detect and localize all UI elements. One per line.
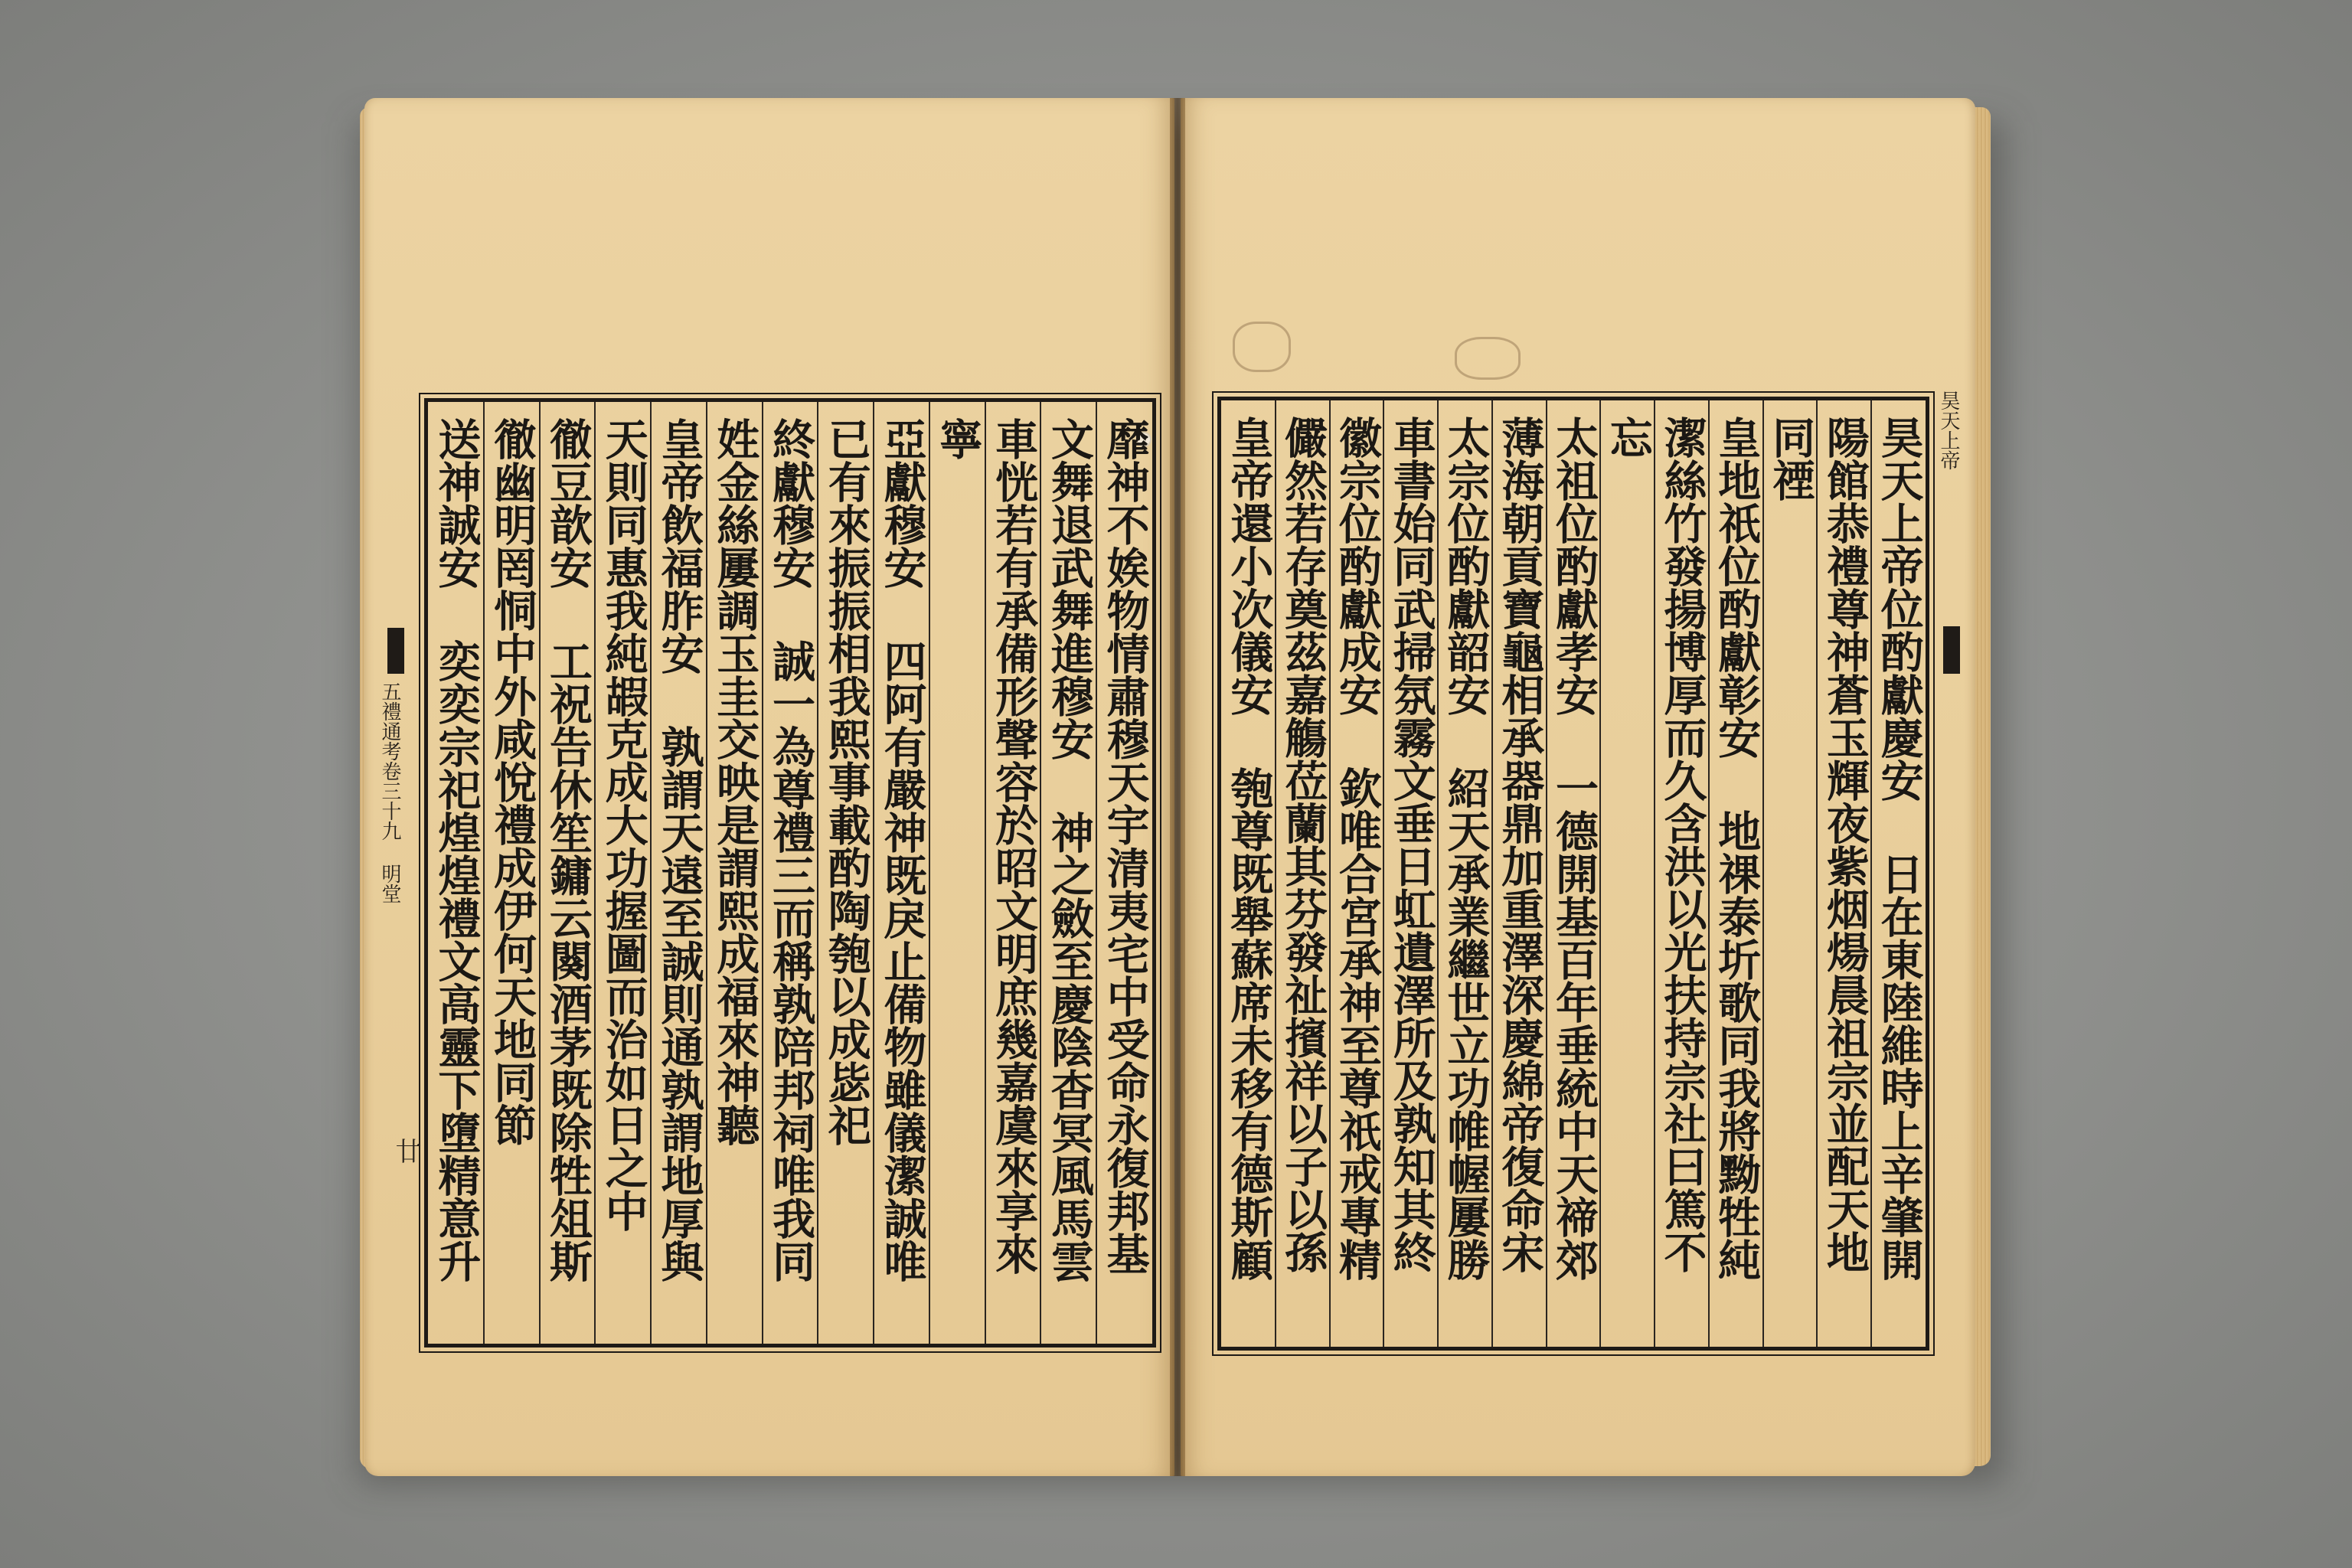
column-rule <box>1546 400 1547 1347</box>
column-rule <box>817 402 818 1344</box>
text-column: 姓金絲屢調玉圭交映是謂熙成福來神聽 <box>710 417 761 1146</box>
left-page-folio: 廿 <box>390 1138 421 1164</box>
column-rule <box>1329 400 1331 1347</box>
column-rule <box>1275 400 1276 1347</box>
column-rule <box>1762 400 1764 1347</box>
column-rule <box>929 402 930 1344</box>
text-column: 已有來振振相我熙事載酌陶匏以成毖祀 <box>821 417 872 1146</box>
text-column: 太宗位酌獻韶安 紹天承業繼世立功帷幄屢勝 <box>1440 416 1491 1281</box>
paper-stain <box>1455 337 1521 380</box>
right-page-margin-label: 昊天上帝 <box>1937 390 1960 470</box>
text-column: 儼然若存奠茲嘉觴莅蘭其芬發祉擯祥以子以孫 <box>1278 416 1329 1273</box>
text-column: 徽宗位酌獻成安 欽唯合宮承神至尊祇戒專精 <box>1331 416 1383 1281</box>
text-column: 同禋 <box>1766 416 1817 501</box>
text-column: 陽館恭禮尊神蒼玉輝夜紫烟煬晨祖宗並配天地 <box>1819 416 1870 1273</box>
column-rule <box>873 402 874 1344</box>
text-column: 送神誠安 奕奕宗祀煌煌禮文高靈下墮精意升 <box>431 417 482 1282</box>
left-text-frame <box>424 398 1156 1348</box>
column-rule <box>1040 402 1041 1344</box>
right-text-frame <box>1217 397 1929 1351</box>
text-column: 皇帝還小次儀安 匏尊既舉蘇席未移有德斯顧 <box>1223 416 1275 1281</box>
text-column: 亞獻穆安 四阿有嚴神既戾止備物雖儀潔誠唯 <box>877 417 928 1282</box>
column-rule <box>1816 400 1818 1347</box>
column-rule <box>706 402 707 1344</box>
text-column: 皇地祇位酌獻彰安 地祼泰圻歌同我將黝牲純 <box>1711 416 1762 1281</box>
book-gutter <box>1170 98 1185 1476</box>
text-column: 天則同惠我純嘏克成大功握圖而治如日之中 <box>598 417 649 1232</box>
column-rule <box>1870 400 1872 1347</box>
text-column: 終獻穆安 誠一為尊禮三而稱孰陪邦祠唯我同 <box>766 417 816 1282</box>
column-rule <box>985 402 986 1344</box>
text-column: 文舞退武舞進穆安 神之斂至慶陰杳冥風馬雲 <box>1044 417 1095 1282</box>
text-column: 昊天上帝位酌獻慶安 日在東陸維時上辛肇開 <box>1873 416 1925 1281</box>
column-rule <box>650 402 652 1344</box>
text-column: 寧 <box>933 417 984 460</box>
column-rule <box>1096 402 1097 1344</box>
text-column: 徹幽明罔恫中外咸悅禮成伊何天地同節 <box>487 417 538 1146</box>
column-rule <box>1383 400 1384 1347</box>
left-margin-black-mark <box>387 628 404 674</box>
right-margin-black-mark <box>1943 626 1960 674</box>
column-rule <box>594 402 596 1344</box>
paper-stain <box>1233 322 1291 372</box>
text-column: 薄海朝貢寶龜相承器鼎加重澤深慶綿帝復命宋 <box>1494 416 1546 1273</box>
column-rule <box>483 402 485 1344</box>
text-column: 太祖位酌獻孝安 一德開基百年垂統中天禘郊 <box>1549 416 1599 1281</box>
text-column: 車書始同武掃氛霧文垂日虹遺澤所及孰知其終 <box>1386 416 1437 1273</box>
left-page-margin-label: 五禮通考卷三十九 明堂 <box>378 681 401 903</box>
text-column: 潔絲竹發揚博厚而久含洪以光扶持宗社曰篤不 <box>1657 416 1708 1273</box>
text-column: 皇帝飲福胙安 孰謂天遠至誠則通孰謂地厚與 <box>654 417 705 1282</box>
text-column: 車恍若有承備形聲容於昭文明庶幾嘉虞來享來 <box>988 417 1040 1275</box>
column-rule <box>1599 400 1601 1347</box>
column-rule <box>1437 400 1439 1347</box>
text-column: 忘 <box>1602 416 1654 459</box>
column-rule <box>762 402 763 1344</box>
column-rule <box>1708 400 1710 1347</box>
column-rule <box>1491 400 1493 1347</box>
column-rule <box>539 402 541 1344</box>
text-column: 靡神不娭物情肅穆天宇清夷宅中受命永復邦基 <box>1099 417 1151 1275</box>
column-rule <box>1654 400 1655 1347</box>
text-column: 徹豆歆安 工祝告休笙鏞云闋酒茅既除牲俎斯 <box>542 417 593 1282</box>
